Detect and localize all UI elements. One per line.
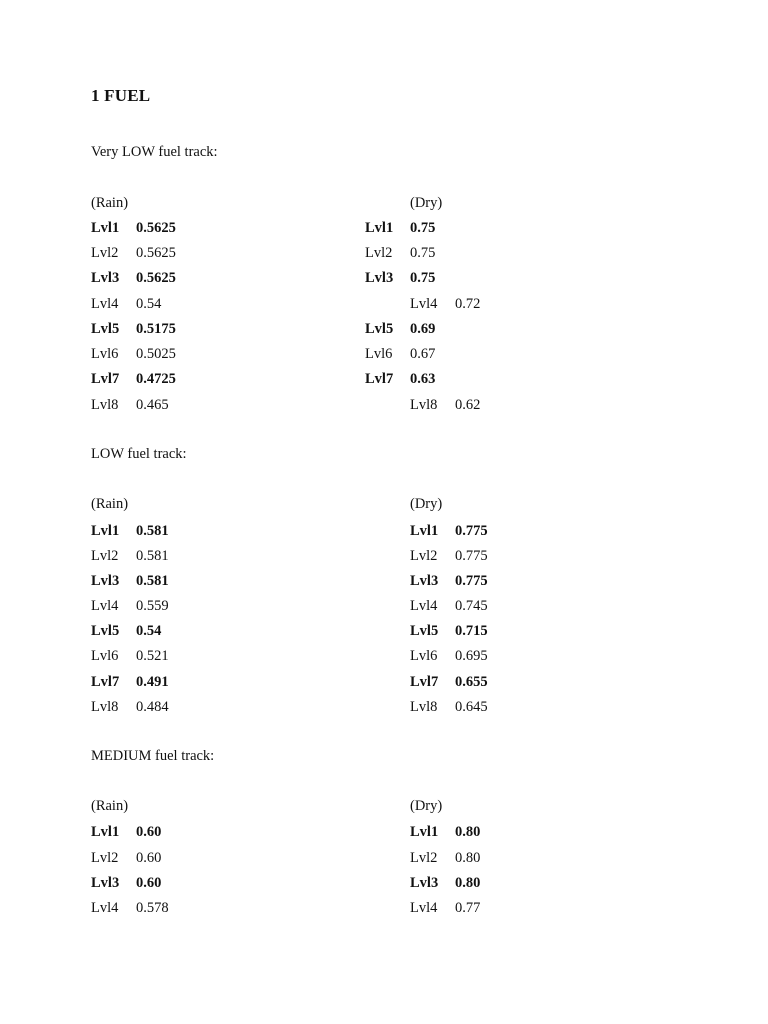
level-label: Lvl1 bbox=[91, 824, 120, 840]
level-value: 0.77 bbox=[455, 900, 481, 916]
dry-row bbox=[410, 823, 480, 841]
level-label: Lvl1 bbox=[365, 220, 394, 236]
rain-row bbox=[91, 345, 176, 363]
level-label: Lvl8 bbox=[410, 397, 438, 413]
rain-row bbox=[91, 269, 176, 287]
level-value: 0.72 bbox=[455, 296, 481, 312]
level-label: Lvl3 bbox=[91, 875, 120, 891]
level-label: Lvl4 bbox=[410, 598, 438, 614]
level-value: 0.5625 bbox=[136, 220, 176, 236]
level-value: 0.80 bbox=[455, 850, 481, 866]
level-value: 0.4725 bbox=[136, 371, 176, 387]
dry-row bbox=[365, 269, 435, 287]
level-value: 0.67 bbox=[410, 346, 436, 362]
rain-row bbox=[91, 823, 161, 841]
level-value: 0.559 bbox=[136, 598, 169, 614]
dry-row bbox=[410, 547, 488, 565]
level-label: Lvl4 bbox=[91, 598, 119, 614]
dry-row bbox=[410, 396, 480, 414]
rain-label: (Rain) bbox=[91, 496, 129, 512]
section-title-medium: MEDIUM fuel track: bbox=[91, 748, 215, 764]
level-value: 0.775 bbox=[455, 548, 488, 564]
dry-row bbox=[365, 320, 435, 338]
level-label: Lvl1 bbox=[91, 220, 120, 236]
rain-row bbox=[91, 874, 161, 892]
level-label: Lvl7 bbox=[91, 674, 120, 690]
section-title-very-low: Very LOW fuel track: bbox=[91, 144, 218, 160]
dry-row bbox=[410, 295, 480, 313]
rain-row bbox=[91, 320, 176, 338]
rain-row bbox=[91, 597, 169, 615]
dry-row bbox=[410, 899, 480, 917]
level-label: Lvl2 bbox=[91, 548, 119, 564]
level-label: Lvl2 bbox=[91, 245, 119, 261]
level-value: 0.54 bbox=[136, 296, 162, 312]
level-label: Lvl1 bbox=[410, 523, 439, 539]
dry-row bbox=[410, 849, 480, 867]
dry-row bbox=[410, 647, 488, 665]
level-value: 0.54 bbox=[136, 623, 162, 639]
level-value: 0.491 bbox=[136, 674, 169, 690]
dry-row bbox=[365, 370, 435, 388]
rain-row bbox=[91, 547, 169, 565]
level-value: 0.645 bbox=[455, 699, 488, 715]
rain-row bbox=[91, 673, 169, 691]
dry-row bbox=[365, 219, 435, 237]
dry-row bbox=[410, 622, 488, 640]
rain-row bbox=[91, 849, 161, 867]
level-value: 0.5175 bbox=[136, 321, 176, 337]
section-title-low: LOW fuel track: bbox=[91, 446, 187, 462]
level-label: Lvl4 bbox=[410, 900, 438, 916]
level-value: 0.581 bbox=[136, 573, 169, 589]
level-label: Lvl5 bbox=[365, 321, 394, 337]
level-label: Lvl8 bbox=[91, 699, 119, 715]
level-label: Lvl3 bbox=[91, 573, 120, 589]
level-label: Lvl8 bbox=[91, 397, 119, 413]
level-label: Lvl5 bbox=[91, 321, 120, 337]
dry-label: (Dry) bbox=[410, 496, 443, 512]
dry-row bbox=[410, 698, 488, 716]
level-label: Lvl4 bbox=[91, 296, 119, 312]
level-label: Lvl6 bbox=[410, 648, 438, 664]
rain-row bbox=[91, 522, 169, 540]
dry-row bbox=[410, 597, 488, 615]
level-value: 0.75 bbox=[410, 245, 436, 261]
page-heading: 1 FUEL bbox=[91, 86, 151, 105]
level-label: Lvl6 bbox=[365, 346, 393, 362]
level-value: 0.75 bbox=[410, 220, 436, 236]
level-label: Lvl3 bbox=[91, 270, 120, 286]
level-label: Lvl3 bbox=[410, 573, 439, 589]
level-label: Lvl2 bbox=[410, 850, 438, 866]
dry-row bbox=[410, 874, 480, 892]
level-value: 0.63 bbox=[410, 371, 436, 387]
level-label: Lvl1 bbox=[91, 523, 120, 539]
level-value: 0.80 bbox=[455, 824, 481, 840]
rain-label: (Rain) bbox=[91, 195, 129, 211]
level-label: Lvl7 bbox=[91, 371, 120, 387]
rain-row bbox=[91, 572, 169, 590]
level-value: 0.775 bbox=[455, 573, 488, 589]
level-value: 0.60 bbox=[136, 875, 162, 891]
level-value: 0.521 bbox=[136, 648, 169, 664]
rain-row bbox=[91, 295, 161, 313]
rain-row bbox=[91, 622, 161, 640]
level-value: 0.60 bbox=[136, 850, 162, 866]
level-value: 0.581 bbox=[136, 523, 169, 539]
level-label: Lvl3 bbox=[365, 270, 394, 286]
level-label: Lvl7 bbox=[410, 674, 439, 690]
level-value: 0.715 bbox=[455, 623, 488, 639]
level-label: Lvl4 bbox=[91, 900, 119, 916]
dry-row bbox=[365, 244, 435, 262]
dry-row bbox=[410, 572, 488, 590]
level-value: 0.745 bbox=[455, 598, 488, 614]
level-value: 0.695 bbox=[455, 648, 488, 664]
level-value: 0.465 bbox=[136, 397, 169, 413]
level-label: Lvl5 bbox=[91, 623, 120, 639]
dry-row bbox=[410, 522, 488, 540]
level-value: 0.75 bbox=[410, 270, 436, 286]
level-label: Lvl7 bbox=[365, 371, 394, 387]
level-label: Lvl5 bbox=[410, 623, 439, 639]
rain-row bbox=[91, 370, 176, 388]
level-value: 0.5625 bbox=[136, 245, 176, 261]
level-value: 0.80 bbox=[455, 875, 481, 891]
level-value: 0.62 bbox=[455, 397, 481, 413]
level-value: 0.5025 bbox=[136, 346, 176, 362]
level-value: 0.5625 bbox=[136, 270, 176, 286]
level-label: Lvl3 bbox=[410, 875, 439, 891]
level-label: Lvl6 bbox=[91, 648, 119, 664]
level-value: 0.581 bbox=[136, 548, 169, 564]
level-label: Lvl4 bbox=[410, 296, 438, 312]
rain-row bbox=[91, 698, 169, 716]
level-label: Lvl6 bbox=[91, 346, 119, 362]
rain-row bbox=[91, 396, 169, 414]
dry-label: (Dry) bbox=[410, 798, 443, 814]
level-value: 0.484 bbox=[136, 699, 169, 715]
rain-label: (Rain) bbox=[91, 798, 129, 814]
level-label: Lvl2 bbox=[410, 548, 438, 564]
level-label: Lvl1 bbox=[410, 824, 439, 840]
dry-label: (Dry) bbox=[410, 195, 443, 211]
level-value: 0.655 bbox=[455, 674, 488, 690]
level-label: Lvl2 bbox=[365, 245, 393, 261]
rain-row bbox=[91, 899, 169, 917]
level-label: Lvl2 bbox=[91, 850, 119, 866]
level-value: 0.775 bbox=[455, 523, 488, 539]
rain-row bbox=[91, 647, 169, 665]
level-value: 0.60 bbox=[136, 824, 162, 840]
level-label: Lvl8 bbox=[410, 699, 438, 715]
dry-row bbox=[365, 345, 435, 363]
rain-row bbox=[91, 244, 176, 262]
rain-row bbox=[91, 219, 176, 237]
level-value: 0.69 bbox=[410, 321, 436, 337]
level-value: 0.578 bbox=[136, 900, 169, 916]
dry-row bbox=[410, 673, 488, 691]
